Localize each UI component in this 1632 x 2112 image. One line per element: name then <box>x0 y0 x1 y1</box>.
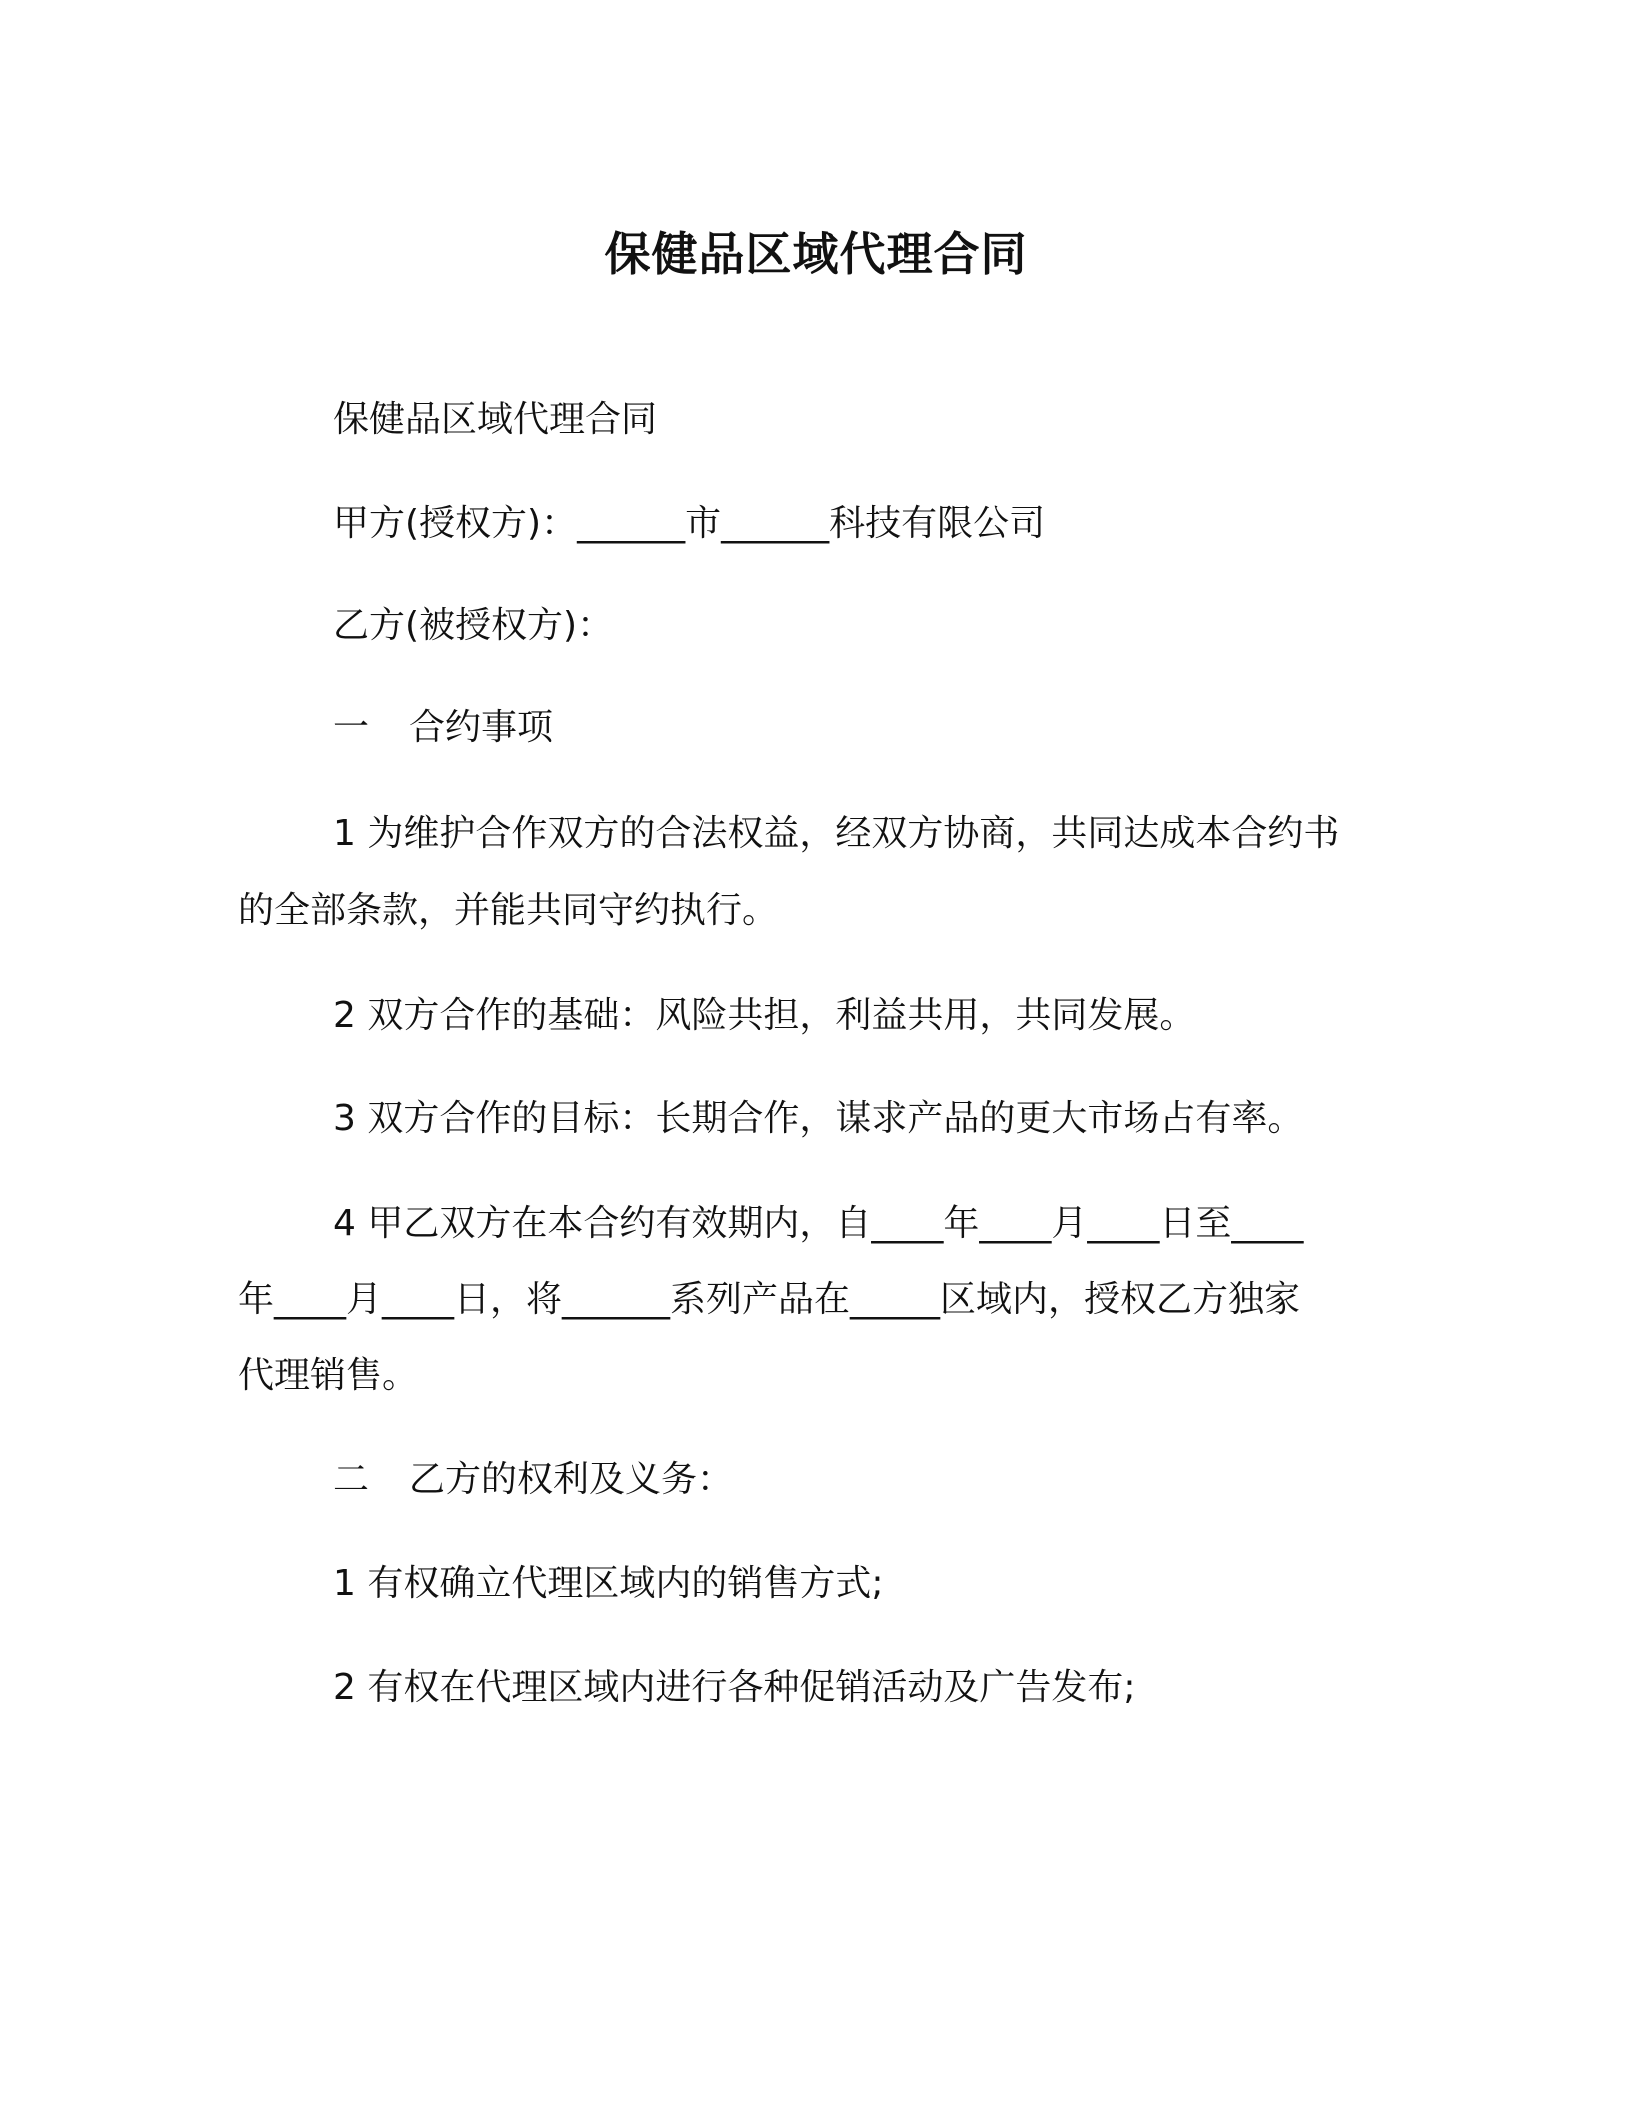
section1-item1-line1: 1 为维护合作双方的合法权益，经双方协商，共同达成本合约书 <box>333 813 1340 854</box>
section1-item4-line1: 4 甲乙双方在本合约有效期内，自____年____月____日至____ <box>333 1203 1304 1244</box>
document-title: 保健品区域代理合同 <box>604 227 1028 281</box>
section1-item4-line3: 代理销售。 <box>238 1355 419 1396</box>
party-a-line: 甲方(授权方)：______市______科技有限公司 <box>333 503 1046 544</box>
section1-item1-line2: 的全部条款，并能共同守约执行。 <box>238 890 779 931</box>
section2-heading <box>333 1459 734 1500</box>
section1-number: 一 <box>333 707 370 748</box>
section2-item2: 2 有权在代理区域内进行各种促销活动及广告发布; <box>333 1667 1136 1708</box>
contract-name-line: 保健品区域代理合同 <box>333 399 658 440</box>
party-b-line: 乙方(被授权方)： <box>333 605 614 646</box>
section1-item3: 3 双方合作的目标：长期合作，谋求产品的更大市场占有率。 <box>333 1098 1304 1139</box>
section1-item4-line2: 年____月____日，将______系列产品在_____区域内，授权乙方独家 <box>238 1279 1301 1320</box>
section2-item1: 1 有权确立代理区域内的销售方式; <box>333 1563 884 1604</box>
section2-title: 乙方的权利及义务： <box>409 1459 734 1500</box>
section1-title: 合约事项 <box>409 707 554 748</box>
section2-number: 二 <box>333 1459 370 1500</box>
section1-item2: 2 双方合作的基础：风险共担，利益共用，共同发展。 <box>333 995 1196 1036</box>
section1-heading <box>333 707 554 748</box>
